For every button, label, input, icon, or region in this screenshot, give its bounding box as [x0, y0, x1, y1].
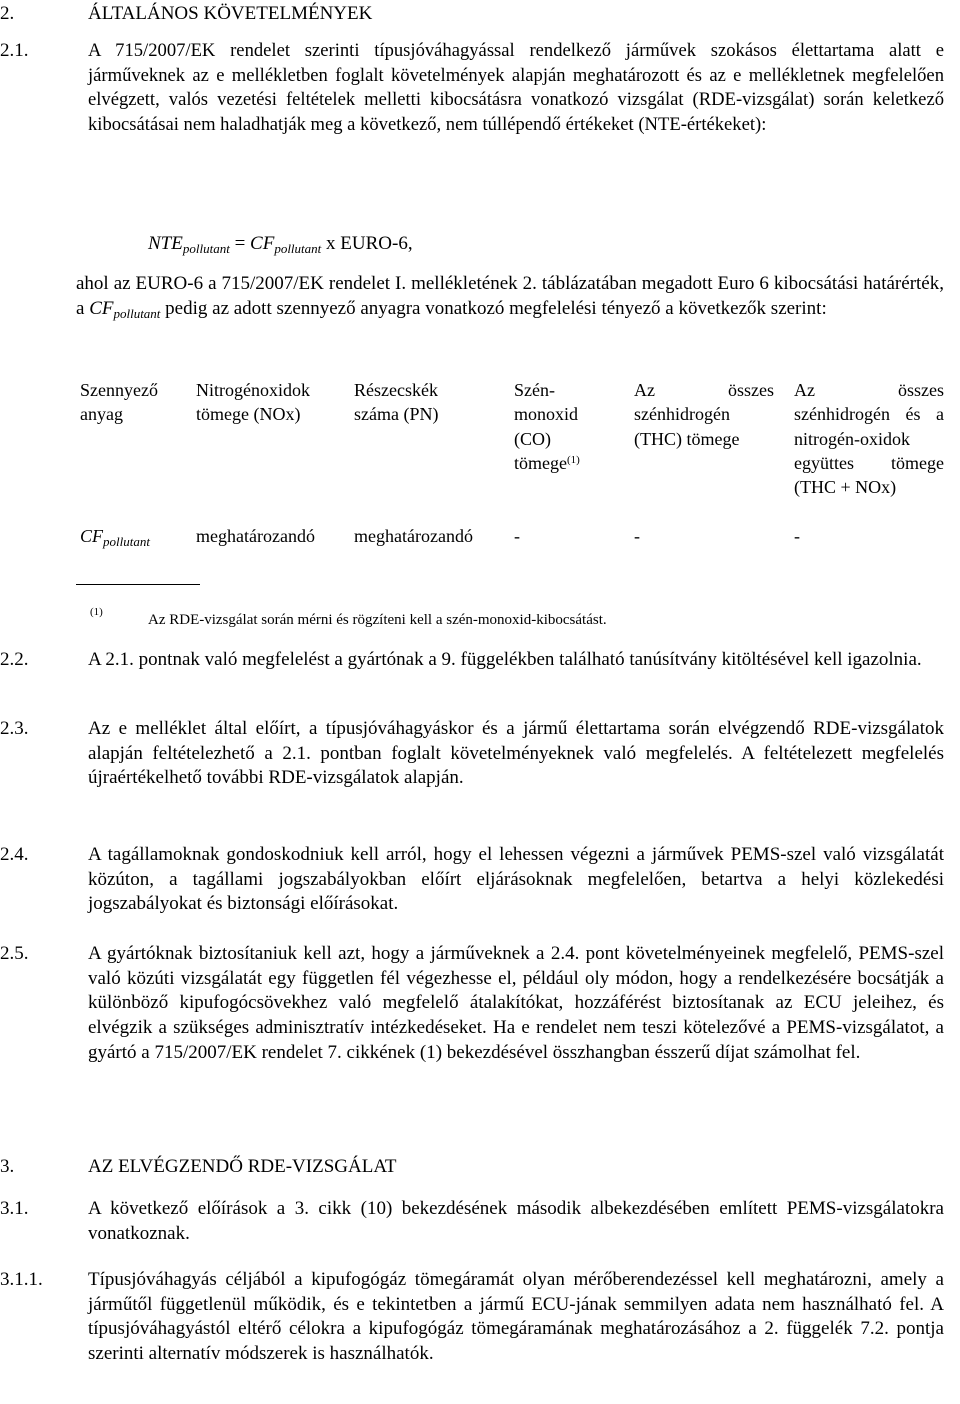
- nte-formula: [148, 232, 413, 256]
- table-header-nox: Nitrogénoxidok tömege (NOx): [196, 380, 310, 425]
- table-header-thc: Az összes szénhidrogén (THC) tömege: [634, 380, 774, 449]
- paragraph-number: 2.3.: [0, 718, 29, 739]
- row-label-subscript: pollutant: [103, 534, 150, 549]
- continuation-before: ahol az EURO-6 a 715/2007/EK rendelet I. mellékletének 2. táblázatában megadott Euro 6 kibocsátási határérték, a: [76, 273, 944, 319]
- paragraph-text: Az e melléklet által előírt, a típusjóváhagyáskor és a jármű élettartama során elvégzendő RDE-vizsgálatok alapján feltételezhető a 2.1. pontban foglalt követelményeknek való megfelelés. A feltételezett megfelelés újraértékelhető további RDE-vizsgálatok alapján.: [88, 718, 944, 789]
- paragraph-2-1-continuation: [76, 272, 944, 321]
- paragraph-number: 3.1.1.: [0, 1269, 43, 1290]
- continuation-after: pedig az adott szennyező anyagra vonatkozó megfelelési tényező a következők szerint:: [165, 297, 827, 319]
- section-number: 2.: [0, 3, 15, 24]
- footnote-mark: (1): [90, 606, 103, 618]
- row-label-cf: CF: [80, 526, 104, 546]
- footnote-divider: [76, 584, 200, 585]
- formula-cf: CF: [250, 233, 275, 254]
- section-number: 3.: [0, 1156, 15, 1177]
- paragraph-text: A 715/2007/EK rendelet szerinti típusjóváhagyással rendelkező járművek szokásos élettartama alatt e járműveknek az e mellékletben foglalt követelmények alapján meghatározott és az e mellékletnek megfelelően elvégzett, valós vezetési feltételek melletti kibocsátásra vonatkozó vizsgálat (RDE-vizsgálat) során keletkező kibocsátásai nem haladhatják meg a következő, nem túllépendő értékeket (NTE-értékeket):: [88, 40, 944, 136]
- table-header-co: [514, 378, 604, 475]
- paragraph-number: 2.1.: [0, 40, 29, 61]
- formula-nte-subscript: pollutant: [182, 241, 230, 256]
- formula-cf-subscript: pollutant: [274, 241, 322, 256]
- paragraph-text: A következő előírások a 3. cikk (10) bekezdésének második albekezdésében említett PEMS-vizsgálatokra vonatkoznak.: [88, 1198, 944, 1244]
- table-header-thc-nox: Az összes szénhidrogén és a nitrogén-oxidok együttes tömege (THC + NOx): [794, 380, 944, 498]
- paragraph-number: 2.5.: [0, 943, 29, 964]
- table-row-label: [80, 524, 190, 548]
- table-header-pollutant: Szennyező anyag: [80, 380, 158, 425]
- footnote-text: Az RDE-vizsgálat során mérni és rögzíteni kell a szén-monoxid-kibocsátást.: [148, 612, 607, 628]
- continuation-cf: CF: [89, 297, 114, 319]
- paragraph-number: 3.1.: [0, 1198, 29, 1219]
- formula-equals: =: [234, 233, 246, 254]
- paragraph-number: 2.4.: [0, 844, 29, 865]
- section-title: AZ ELVÉGZENDŐ RDE-VIZSGÁLAT: [88, 1156, 397, 1177]
- table-cell-co: -: [514, 526, 520, 546]
- section-title: ÁLTALÁNOS KÖVETELMÉNYEK: [88, 3, 373, 24]
- table-cell-thc-nox: -: [794, 526, 800, 546]
- paragraph-number: 2.2.: [0, 649, 29, 670]
- paragraph-text: A gyártóknak biztosítaniuk kell azt, hogy a járműveknek a 2.4. pont követelményeinek megfelelő, PEMS-szel való közúti vizsgálatát egy független fél végezhesse el, például oly módon, hogy a rendelkezésére bocsátják a különböző kipufogócsövekhez való megfelelő átalakítókat, hozzáférést biztosítanak az ECU jeleihez, és elvégzik a szükséges adminisztratív intézkedéseket. Ha e rendelet nem teszi kötelezővé a PEMS-vizsgálatot, a gyártó a 715/2007/EK rendelet 7. cikkének (1) bekezdésével összhangban ésszerű díjat számolhat fel.: [88, 943, 944, 1063]
- table-cell-pn: meghatározandó: [354, 526, 473, 546]
- paragraph-text: A 2.1. pontnak való megfelelést a gyártónak a 9. függelékben található tanúsítvány kitöltésével kell igazolnia.: [88, 649, 922, 670]
- table-header-pn: Részecskék száma (PN): [354, 380, 439, 425]
- table-footnote-marker: (1): [566, 453, 580, 466]
- table-header-co-label: Szén-monoxid (CO) tömege: [514, 380, 579, 473]
- cf-table: [72, 370, 952, 560]
- formula-nte: NTE: [148, 233, 183, 254]
- formula-rest: x EURO-6,: [326, 233, 413, 254]
- table-cell-nox: meghatározandó: [196, 526, 315, 546]
- table-cell-thc: -: [634, 526, 640, 546]
- paragraph-text: Típusjóváhagyás céljából a kipufogógáz tömegáramát olyan mérőberendezéssel kell meghatározni, amely a járműtől függetlenül működik, és e tekintetben a jármű ECU-jának semmilyen adata nem használható fel. A típusjóváhagyástól eltérő célokra a kipufogógáz tömegáramának meghatározásához a 2. függelék 7.2. pontja szerinti alternatív módszerek is használhatók.: [88, 1269, 944, 1365]
- paragraph-text: A tagállamoknak gondoskodniuk kell arról, hogy el lehessen végezni a járművek PEMS-szel való vizsgálatát közúton, a tagállami jogszabályokban előírt eljárásoknak megfelelően, betartva a helyi közlekedési jogszabályokat és biztonsági előírásokat.: [88, 844, 944, 915]
- continuation-cf-subscript: pollutant: [113, 305, 161, 321]
